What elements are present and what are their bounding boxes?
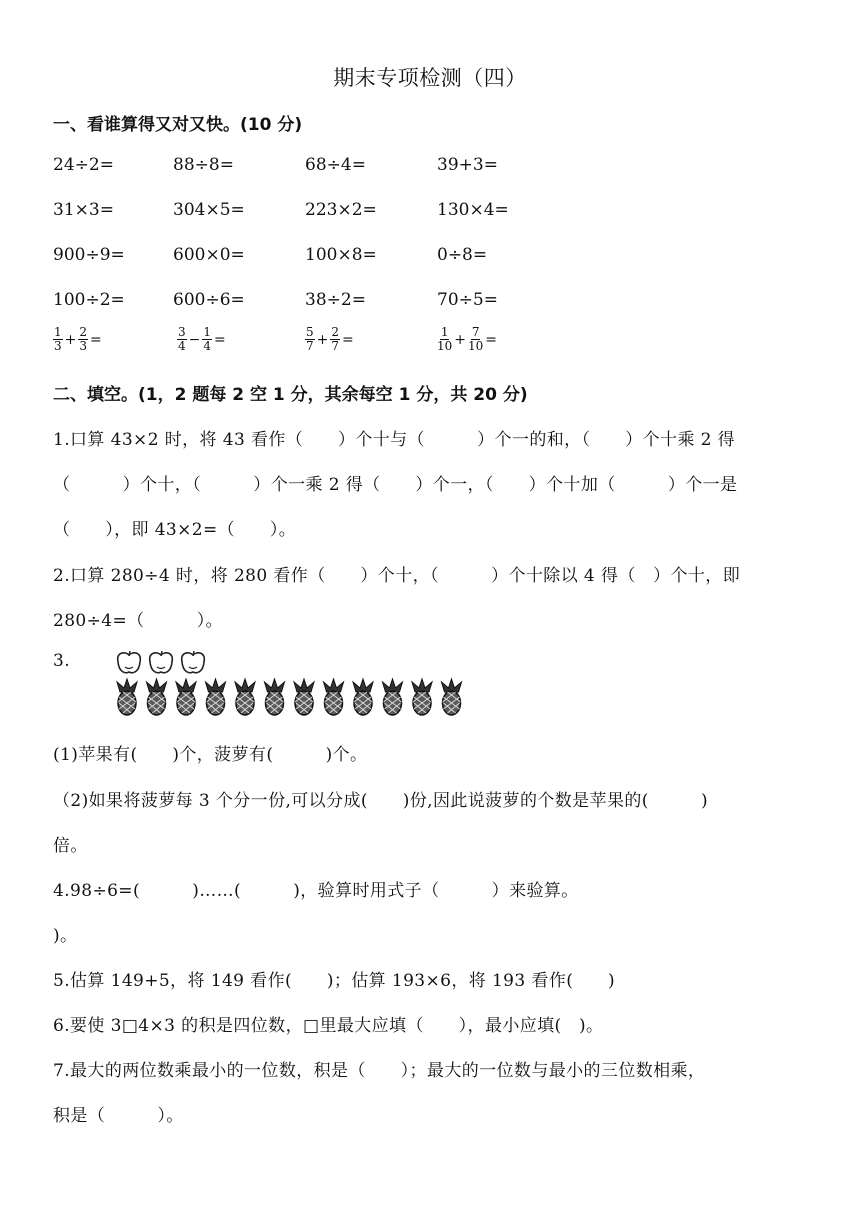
denominator: 7	[331, 339, 340, 353]
calc-item: 900÷9=	[53, 245, 125, 265]
numerator: 3	[178, 325, 186, 339]
q4: 4.98÷6=( )……( )，验算时用式子（ ）来验算。	[53, 881, 579, 901]
numerator: 1	[54, 325, 62, 339]
calc-item: 600×0=	[173, 245, 245, 265]
pineapple-icon	[147, 679, 167, 715]
calc-item: 100÷2=	[53, 290, 125, 310]
calc-item: 0÷8=	[437, 245, 488, 265]
calc-item: 39+3=	[437, 155, 498, 175]
section2-heading: 二、填空。(1，2 题每 2 空 1 分，其余每空 1 分，共 20 分)	[53, 385, 528, 405]
pineapple-icon	[442, 679, 462, 715]
pineapple-icon	[294, 679, 314, 715]
denominator: 3	[79, 339, 88, 353]
denominator: 4	[178, 339, 186, 353]
pineapple-icon	[383, 679, 403, 715]
numerator: 7	[471, 325, 480, 339]
calc-item: 70÷5=	[437, 290, 498, 310]
numerator: 1	[203, 325, 212, 339]
operator: +	[64, 331, 77, 348]
fruit-picture	[115, 650, 475, 720]
numerator: 2	[79, 325, 88, 339]
fraction	[305, 326, 315, 353]
calc-item: 304×5=	[173, 200, 245, 220]
pineapple-icon	[235, 679, 255, 715]
fruit-svg	[115, 650, 475, 720]
pineapple-icon	[176, 679, 196, 715]
calc-item: 24÷2=	[53, 155, 114, 175]
q7-line2: 积是（ ）。	[53, 1106, 184, 1126]
equals-sign: =	[90, 331, 102, 348]
operator: +	[316, 331, 329, 348]
calc-item: 223×2=	[305, 200, 377, 220]
fraction	[330, 326, 340, 353]
equals-sign: =	[214, 331, 226, 348]
numerator: 2	[331, 325, 340, 339]
q3-2-cont: 倍。	[53, 836, 88, 856]
pineapple-icon	[117, 679, 137, 715]
q3-2: （2)如果将菠萝每 3 个分一份,可以分成( )份,因此说菠萝的个数是苹果的( )	[53, 791, 709, 811]
pineapple-icon	[412, 679, 432, 715]
fraction	[78, 326, 88, 353]
calc-item: 38÷2=	[305, 290, 366, 310]
pineapple-icon	[324, 679, 344, 715]
fraction-expression	[305, 326, 354, 353]
equals-sign: =	[485, 331, 498, 348]
q6: 6.要使 3□4×3 的积是四位数，□里最大应填（ ），最小应填( )。	[53, 1016, 604, 1036]
q1-line2: （ ）个十，（ ）个一乘 2 得（ ）个一，（ ）个十加（ ）个一是	[53, 475, 738, 495]
apple-icon	[150, 651, 173, 673]
q1-line3: （ ），即 43×2=（ ）。	[53, 520, 297, 540]
operator: +	[454, 331, 467, 348]
numerator: 1	[440, 325, 449, 339]
fraction	[53, 326, 63, 353]
section1-heading: 一、看谁算得又对又快。(10 分)	[53, 115, 303, 135]
q5: 5.估算 149+5，将 149 看作( )；估算 193×6，将 193 看作( )	[53, 971, 616, 991]
denominator: 10	[468, 339, 484, 353]
calc-item: 31×3=	[53, 200, 114, 220]
denominator: 10	[437, 339, 453, 353]
fraction	[437, 326, 452, 353]
q2-line1: 2.口算 280÷4 时，将 280 看作（ ）个十，（ ）个十除以 4 得（ ）个十，即	[53, 566, 741, 586]
denominator: 3	[54, 339, 62, 353]
q3-label: 3.	[53, 651, 71, 671]
calc-item: 600÷6=	[173, 290, 245, 310]
calc-item: 100×8=	[305, 245, 377, 265]
page-title: 期末专项检测（四）	[333, 66, 527, 90]
q2-line2: 280÷4=（ ）。	[53, 611, 224, 631]
denominator: 7	[306, 339, 314, 353]
apple-icon	[182, 651, 205, 673]
denominator: 4	[203, 339, 212, 353]
q3-1: (1)苹果有( )个，菠萝有( )个。	[53, 745, 368, 765]
numerator: 5	[306, 325, 314, 339]
pineapple-icon	[206, 679, 226, 715]
q4-cont: )。	[53, 926, 78, 946]
fraction	[202, 326, 212, 353]
apple-icon	[118, 651, 141, 673]
fraction-expression	[177, 326, 226, 353]
fraction-expression	[437, 326, 497, 353]
calc-item: 68÷4=	[305, 155, 366, 175]
calc-item: 88÷8=	[173, 155, 234, 175]
calc-item: 130×4=	[437, 200, 509, 220]
operator: −	[188, 331, 201, 348]
q7-line1: 7.最大的两位数乘最小的一位数，积是（ ）；最大的一位数与最小的三位数相乘，	[53, 1061, 706, 1081]
pineapple-icon	[353, 679, 373, 715]
fraction	[468, 326, 483, 353]
pineapple-icon	[265, 679, 285, 715]
fraction	[177, 326, 187, 353]
equals-sign: =	[342, 331, 354, 348]
q1-line1: 1.口算 43×2 时，将 43 看作（ ）个十与（ ）个一的和，（ ）个十乘 2 得	[53, 430, 736, 450]
fraction-expression	[53, 326, 102, 353]
